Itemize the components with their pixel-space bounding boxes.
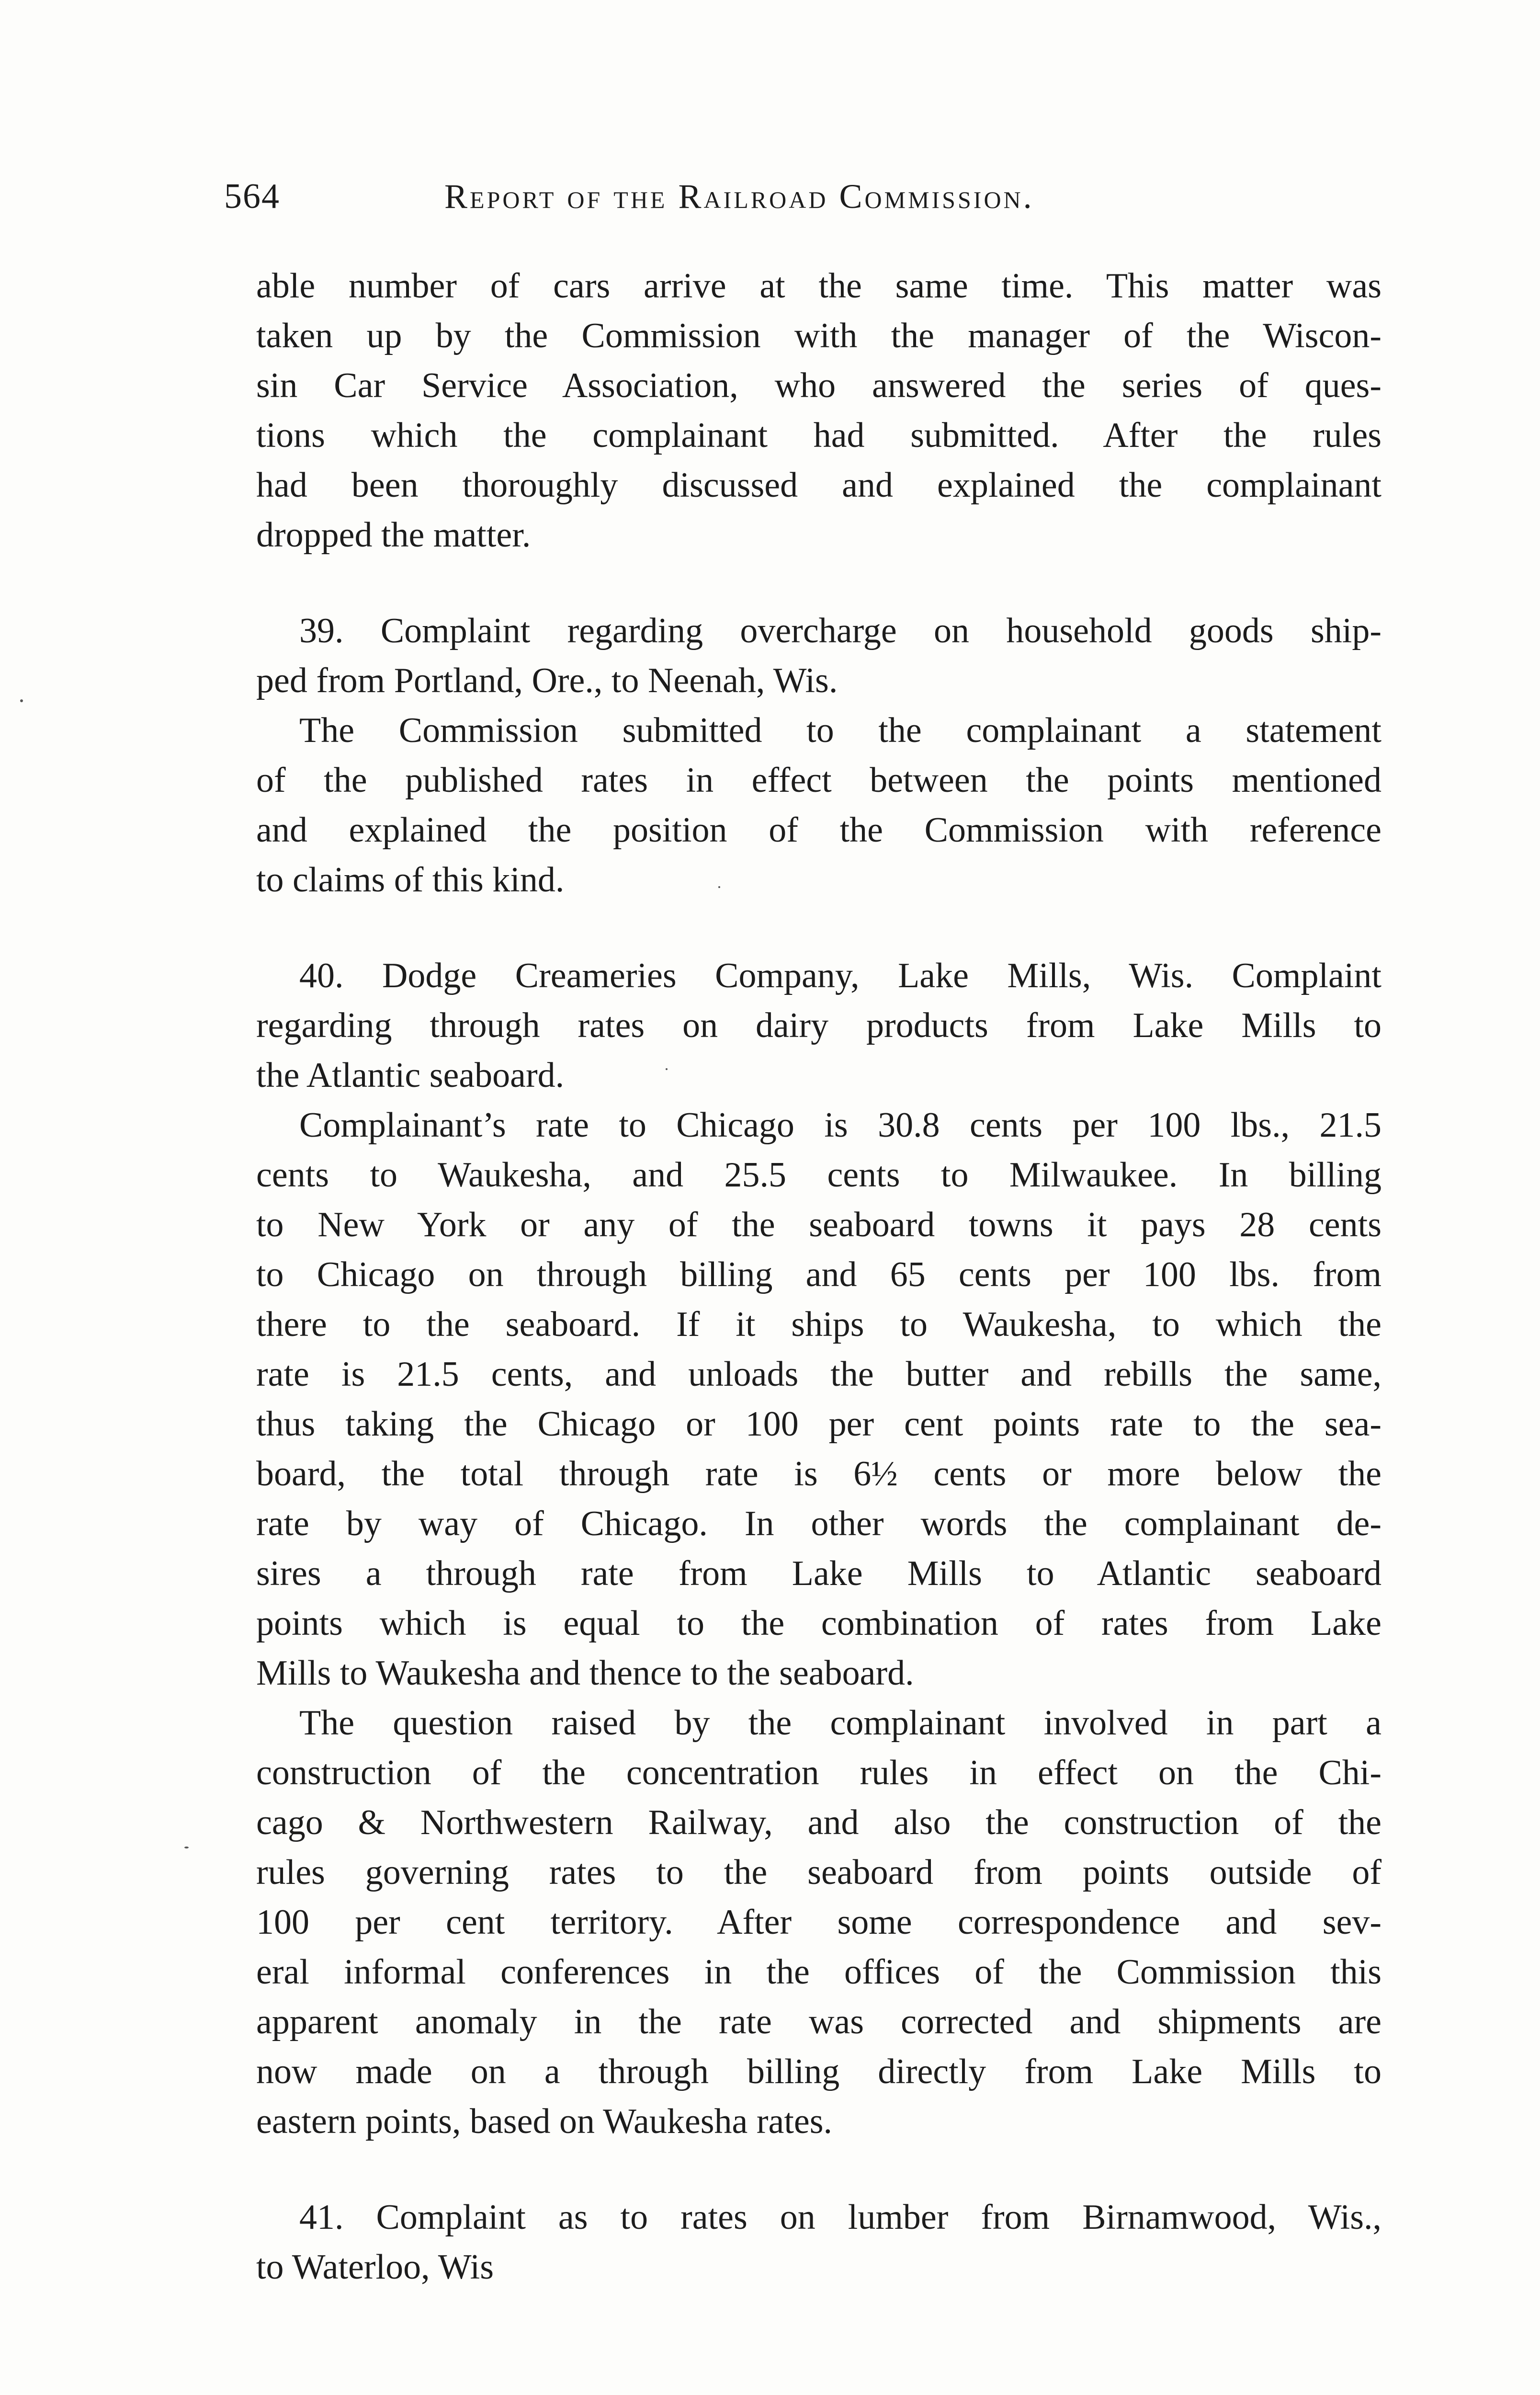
text-line: apparent anomaly in the rate was corrected and shipments are (256, 2002, 1381, 2041)
text-line: eastern points, based on Waukesha rates. (256, 2102, 833, 2141)
text-line: thus taking the Chicago or 100 per cent points rate to the sea- (256, 1404, 1381, 1444)
text-line: rate is 21.5 cents, and unloads the butter and rebills the same, (256, 1355, 1381, 1394)
item-40-resolution-paragraph (256, 1698, 1381, 2146)
text-line: 41. Complaint as to rates on lumber from Birnamwood, Wis., (299, 2198, 1381, 2237)
text-line: Mills to Waukesha and thence to the seaboard. (256, 1654, 914, 1693)
scan-speck (718, 886, 720, 888)
text-line: points which is equal to the combination of rates from Lake (256, 1604, 1381, 1643)
scan-speck (20, 699, 23, 702)
text-line: now made on a through billing directly from Lake Mills to (256, 2052, 1381, 2091)
scan-speck (184, 1847, 189, 1848)
text-line: taken up by the Commission with the manager of the Wiscon- (256, 316, 1381, 355)
text-line: board, the total through rate is 6½ cents or more below the (256, 1454, 1381, 1494)
body-text (256, 261, 1381, 2292)
page-header (224, 170, 1234, 223)
text-line: tions which the complainant had submitted. After the rules (256, 416, 1381, 455)
text-line: sin Car Service Association, who answered the series of ques- (256, 366, 1381, 405)
text-line: regarding through rates on dairy products from Lake Mills to (256, 1006, 1381, 1045)
text-line: and explained the position of the Commission with reference (256, 810, 1381, 850)
scan-speck (666, 1068, 668, 1070)
text-line: able number of cars arrive at the same time. This matter was (256, 266, 1381, 306)
item-39-body (256, 706, 1381, 905)
paragraph-gap (256, 905, 1381, 951)
text-line: to New York or any of the seaboard towns it pays 28 cents (256, 1205, 1381, 1244)
text-line: The question raised by the complainant involved in part a (299, 1703, 1381, 1743)
text-line: to Chicago on through billing and 65 cents per 100 lbs. from (256, 1255, 1381, 1294)
text-line: had been thoroughly discussed and explained the complainant (256, 466, 1381, 505)
paragraph-gap (256, 560, 1381, 606)
item-40-rates-paragraph (256, 1100, 1381, 1698)
text-line: of the published rates in effect between the points mentioned (256, 761, 1381, 800)
item-39-heading (256, 606, 1381, 706)
running-head: Report of the Railroad Commission. (444, 177, 1034, 216)
paragraph-continuation (256, 261, 1381, 560)
text-line: sires a through rate from Lake Mills to Atlantic seaboard (256, 1554, 1381, 1593)
item-41-heading (256, 2192, 1381, 2292)
text-line: to Waterloo, Wis (256, 2247, 494, 2287)
text-line: 100 per cent territory. After some correspondence and sev- (256, 1903, 1381, 1942)
page-number: 564 (224, 177, 280, 216)
text-line: dropped the matter. (256, 515, 531, 555)
text-line: The Commission submitted to the complainant a statement (299, 711, 1381, 750)
text-line: ped from Portland, Ore., to Neenah, Wis. (256, 661, 838, 700)
text-line: there to the seaboard. If it ships to Waukesha, to which the (256, 1305, 1381, 1344)
text-line: to claims of this kind. (256, 860, 565, 900)
text-line: the Atlantic seaboard. (256, 1056, 565, 1095)
text-line: construction of the concentration rules in effect on the Chi- (256, 1753, 1381, 1792)
item-40-heading (256, 951, 1381, 1100)
text-line: 40. Dodge Creameries Company, Lake Mills, Wis. Complaint (299, 956, 1381, 995)
text-line: eral informal conferences in the offices of the Commission this (256, 1952, 1381, 1992)
text-line: 39. Complaint regarding overcharge on household goods ship- (299, 611, 1381, 650)
text-line: rules governing rates to the seaboard from points outside of (256, 1853, 1381, 1892)
text-line: cago & Northwestern Railway, and also the construction of the (256, 1803, 1381, 1842)
text-line: cents to Waukesha, and 25.5 cents to Milwaukee. In billing (256, 1155, 1381, 1195)
paragraph-gap (256, 2146, 1381, 2192)
text-line: Complainant’s rate to Chicago is 30.8 cents per 100 lbs., 21.5 (299, 1106, 1381, 1145)
text-line: rate by way of Chicago. In other words the complainant de- (256, 1504, 1381, 1543)
